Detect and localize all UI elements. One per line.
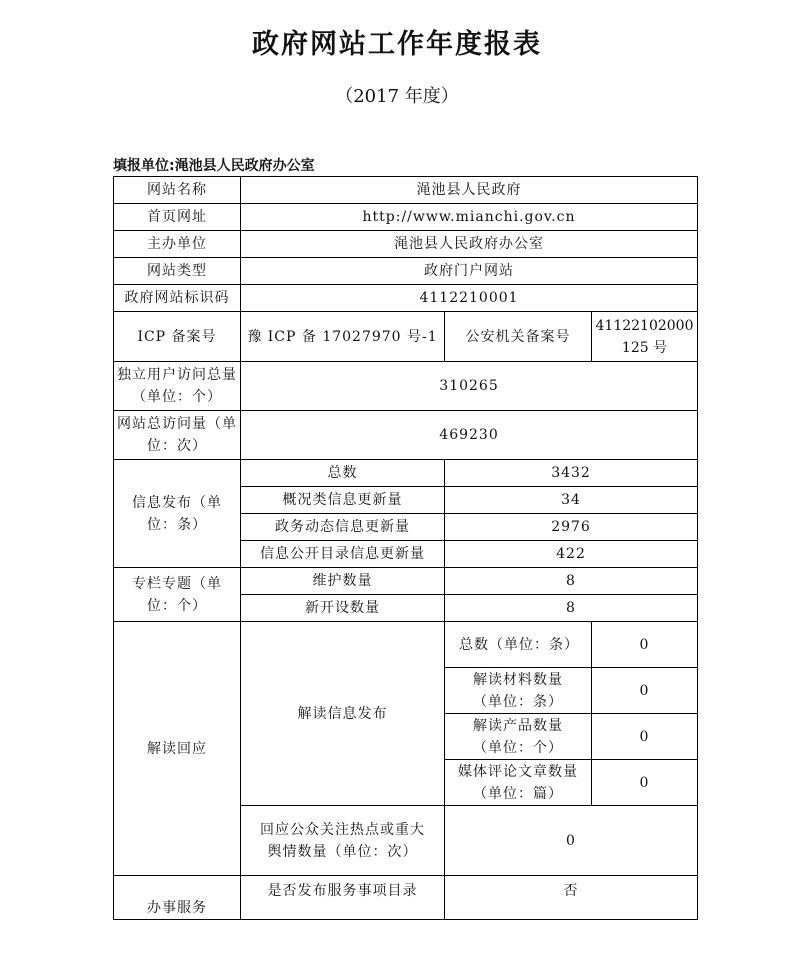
report-title: 政府网站工作年度报表 [252, 29, 542, 60]
table-row [114, 460, 698, 487]
table-row [114, 285, 698, 312]
info-item-value: 3432 [445, 460, 698, 487]
unique-visitors-value: 310265 [241, 362, 698, 411]
interpret-item-label: 总数（单位：条） [445, 622, 592, 668]
police-record-value: 41122102000125 号 [592, 312, 698, 362]
site-id-value: 4112210001 [241, 285, 698, 312]
service-item-value: 否 [445, 876, 698, 920]
info-item-value: 34 [445, 487, 698, 514]
table-row [114, 258, 698, 285]
police-record-label: 公安机关备案号 [445, 312, 592, 362]
filing-unit: 填报单位:渑池县人民政府办公室 [113, 158, 315, 174]
service-item-label: 是否发布服务事项目录 [241, 876, 445, 920]
site-id-label: 政府网站标识码 [114, 285, 241, 312]
sponsor-value: 渑池县人民政府办公室 [241, 231, 698, 258]
table-row [114, 622, 698, 668]
info-item-value: 2976 [445, 514, 698, 541]
info-item-label: 信息公开目录信息更新量 [241, 541, 445, 568]
column-item-label: 新开设数量 [241, 595, 445, 622]
site-type-value: 政府门户网站 [241, 258, 698, 285]
sponsor-label: 主办单位 [114, 231, 241, 258]
table-row [114, 362, 698, 411]
unique-visitors-label: 独立用户访问总量（单位：个） [114, 362, 241, 411]
column-item-value: 8 [445, 568, 698, 595]
interpret-item-value: 0 [592, 668, 698, 714]
table-row [114, 204, 698, 231]
table-row [114, 411, 698, 460]
interpret-item-label: 媒体评论文章数量（单位：篇） [445, 760, 592, 806]
hotspot-response-value: 0 [445, 806, 698, 876]
interpret-release-label: 解读信息发布 [241, 622, 445, 806]
column-item-label: 维护数量 [241, 568, 445, 595]
site-type-label: 网站类型 [114, 258, 241, 285]
info-release-label: 信息发布（单位：条） [114, 460, 241, 568]
info-item-label: 政务动态信息更新量 [241, 514, 445, 541]
info-item-value: 422 [445, 541, 698, 568]
homepage-url: http://www.mianchi.gov.cn [241, 204, 698, 231]
interpret-item-value: 0 [592, 622, 698, 668]
icp-value: 豫 ICP 备 17027970 号-1 [241, 312, 445, 362]
site-name-label: 网站名称 [114, 177, 241, 204]
page-views-label: 网站总访问量（单位：次） [114, 411, 241, 460]
service-label: 办事服务 [114, 876, 241, 920]
interpret-item-label: 解读材料数量（单位：条） [445, 668, 592, 714]
column-item-value: 8 [445, 595, 698, 622]
table-row [114, 231, 698, 258]
report-table [113, 176, 698, 920]
table-row [114, 876, 698, 920]
homepage-label: 首页网址 [114, 204, 241, 231]
interpret-response-label: 解读回应 [114, 622, 241, 876]
report-year: （2017 年度） [335, 86, 459, 107]
interpret-item-value: 0 [592, 714, 698, 760]
interpret-item-value: 0 [592, 760, 698, 806]
hotspot-response-label: 回应公众关注热点或重大舆情数量（单位：次） [241, 806, 445, 876]
table-row [114, 568, 698, 595]
info-item-label: 概况类信息更新量 [241, 487, 445, 514]
icp-label: ICP 备案号 [114, 312, 241, 362]
table-row [114, 177, 698, 204]
site-name-value: 渑池县人民政府 [241, 177, 698, 204]
table-row [114, 312, 698, 362]
interpret-item-label: 解读产品数量（单位：个） [445, 714, 592, 760]
page-views-value: 469230 [241, 411, 698, 460]
info-item-label: 总数 [241, 460, 445, 487]
column-topic-label: 专栏专题（单位：个） [114, 568, 241, 622]
